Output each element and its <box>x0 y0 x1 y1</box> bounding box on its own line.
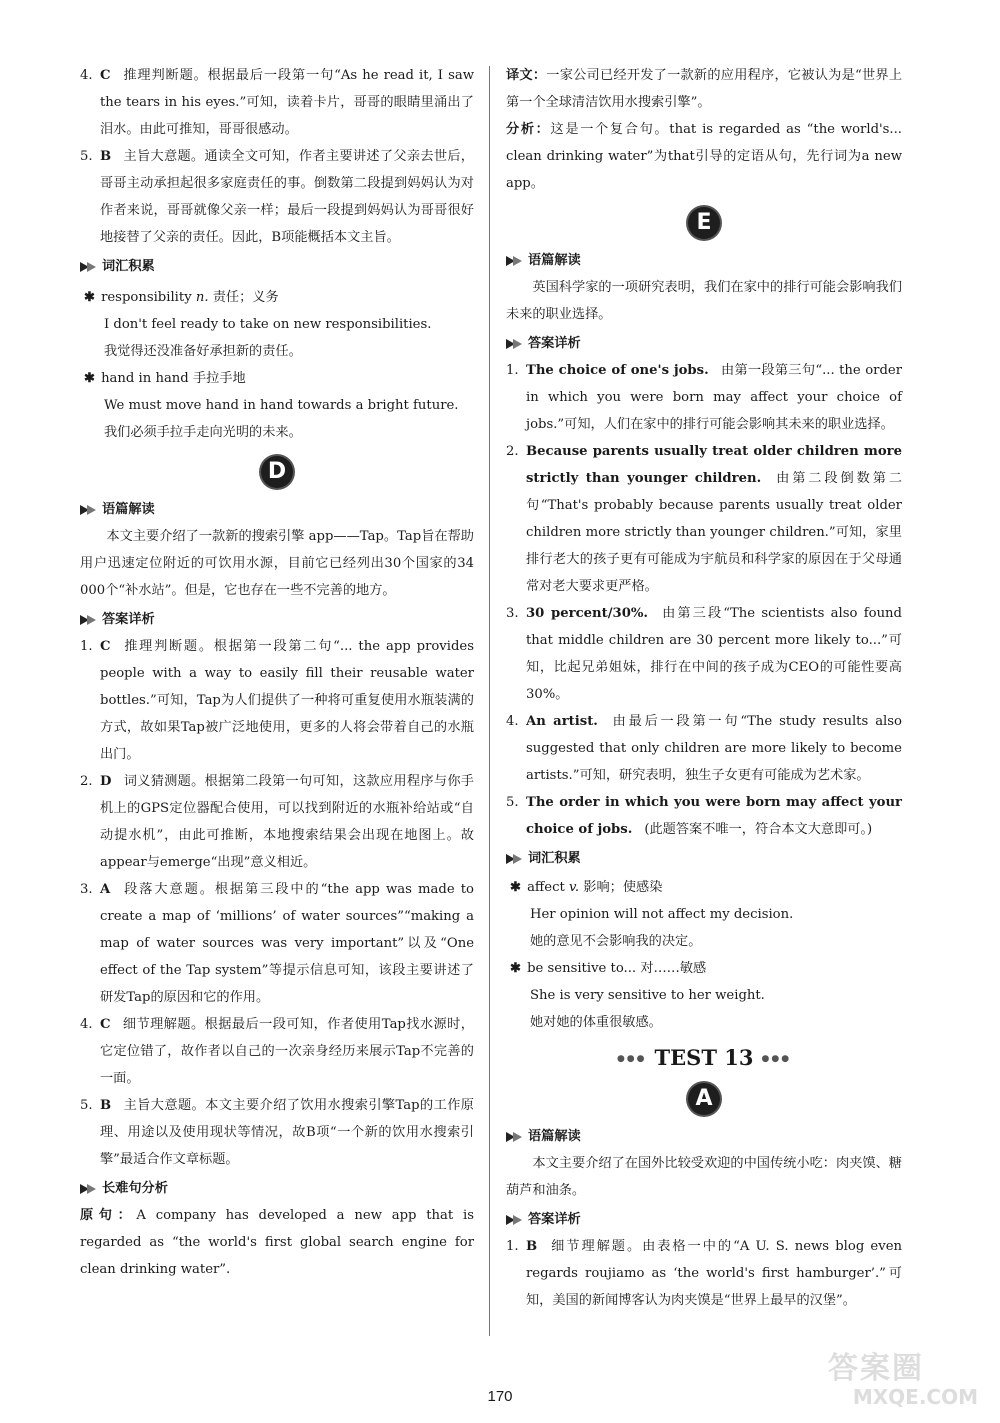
watermark-logo <box>828 1352 978 1410</box>
vocab-list <box>506 874 902 1036</box>
answer-item <box>80 62 474 143</box>
answer-item: 1. The choice of one's jobs. 由第一段第三句“... the order in which you were born may affect your choice of jobs.”可知，人们在家中的排行可能会影响其未来的职业选择。 <box>506 363 903 432</box>
answer-item: 4. An artist. 由最后一段第一句“The study results also suggested that only children are more likely to become artists.”可知，研究表明，独生子女更有可能成为艺术家。 <box>506 714 902 783</box>
example-chinese: 我觉得还没准备好承担新的责任。 <box>104 344 302 359</box>
long-sentence-heading: 长难句分析 <box>80 1175 474 1202</box>
left-column <box>80 62 474 1283</box>
vocab-entry: ✱ affect v. 影响；使感染 <box>510 880 663 895</box>
example-chinese: 她对她的体重很敏感。 <box>530 1015 662 1030</box>
asterisk-icon: ✱ <box>84 371 96 386</box>
e-answer-list <box>506 357 902 843</box>
answer-item: 2. Because parents usually treat older children more strictly than younger children. 由第二段倒数第二句“That's probably because parents usually treat older children more strictly than younger children.”可知，家里排行老大的孩子更有可能成为宇航员和科学家的原因在于父母通常对老大要求更严格。 <box>506 444 902 594</box>
answer-item: 5. B 主旨大意题。本文主要介绍了饮用水搜索引擎Tap的工作原理、用途以及使用现状等情况，故B项“一个新的饮用水搜索引擎”最适合作文章标题。 <box>80 1098 474 1167</box>
example-english: I don't feel ready to take on new responsibilities. <box>104 317 432 332</box>
answer-item <box>80 143 474 251</box>
item-number: 4. <box>80 68 93 83</box>
right-column <box>506 62 902 1314</box>
vocab-heading: 词汇积累 <box>506 845 902 872</box>
answer-letter: B <box>100 149 112 164</box>
watermark-text: 答案圈 <box>828 1351 924 1386</box>
reading-heading: 语篇解读 <box>506 247 902 274</box>
reading-heading: 语篇解读 <box>506 1123 902 1150</box>
arrow-icon <box>513 1132 522 1142</box>
answer-item: 3. A 段落大意题。根据第三段中的“the app was made to create a map of ‘millions’ of water sources”“making a map of water sources was very important”以及“One effect of the Tap system”等提示信息可知，该段主要讲述了研发Tap的原因和它的作用。 <box>80 882 474 1005</box>
answers-heading: 答案详析 <box>506 330 902 357</box>
asterisk-icon: ✱ <box>510 961 522 976</box>
analysis: 分析：这是一个复合句。that is regarded as “the world's... clean drinking water”为that引导的定语从句，先行词为a new app。 <box>506 122 902 191</box>
arrow-icon <box>513 1215 522 1225</box>
dots-decoration: ●●● <box>616 1054 647 1064</box>
reading-heading: 语篇解读 <box>80 496 474 523</box>
arrow-icon <box>513 854 522 864</box>
reading-summary: 本文主要介绍了一款新的搜索引擎 app——Tap。Tap旨在帮助用户迅速定位附近的可饮用水源，目前它已经列出30个国家的34 000个“补水站”。但是，它也存在一些不完善的地方。 <box>80 529 474 598</box>
dots-decoration: ●●● <box>761 1054 792 1064</box>
answer-item: 4. C 细节理解题。根据最后一段可知，作者使用Tap找水源时，它定位错了，故作者以自己的一次亲身经历来展示Tap不完善的一面。 <box>80 1017 474 1086</box>
answers-heading: 答案详析 <box>80 606 474 633</box>
answer-item: 5. The order in which you were born may affect your choice of jobs. (此题答案不唯一，符合本文大意即可。) <box>506 795 902 837</box>
answer-item: 1. C 推理判断题。根据第一段第二句“... the app provides people with a way to easily fill their reusable water bottles.”可知，Tap为人们提供了一种将可重复使用水瓶装满的方式，故如果Tap被广泛地使用，更多的人将会带着自己的水瓶出门。 <box>80 639 474 762</box>
arrow-icon <box>513 339 522 349</box>
answer-item: 1. B 细节理解题。由表格一中的“A U. S. news blog even regards roujiamo as ‘the world's first hamburger’.”可知，美国的新闻博客认为肉夹馍是“世界上最早的汉堡”。 <box>506 1239 902 1308</box>
vocab-entry: ✱ responsibility n. 责任；义务 <box>84 290 279 305</box>
answer-letter: C <box>100 68 111 83</box>
arrow-icon <box>513 256 522 266</box>
answer-explanation: 主旨大意题。通读全文可知，作者主要讲述了父亲去世后，哥哥主动承担起很多家庭责任的事。倒数第二段提到妈妈认为对作者来说，哥哥就像父亲一样；最后一段提到妈妈认为哥哥很好地接替了父亲的责任。因此，B项能概括本文主旨。 <box>100 149 474 245</box>
example-english: Her opinion will not affect my decision. <box>530 907 794 922</box>
example-chinese: 她的意见不会影响我的决定。 <box>530 934 702 949</box>
answer-item: 3. 30 percent/30%. 由第三段“The scientists also found that middle children are 30 percent more likely to...”可知，比起兄弟姐妹，排行在中间的孩子成为CEO的可能性要高30%。 <box>506 606 902 702</box>
item-number: 5. <box>80 149 93 164</box>
translation: 译文：一家公司已经开发了一款新的应用程序，它被认为是“世界上第一个全球清洁饮用水搜索引擎”。 <box>506 68 903 110</box>
d-answer-list <box>80 633 474 1173</box>
asterisk-icon: ✱ <box>510 880 522 895</box>
original-sentence: 原句：A company has developed a new app that is regarded as “the world's first global search engine for clean drinking water”. <box>80 1208 474 1277</box>
example-chinese: 我们必须手拉手走向光明的未来。 <box>104 425 302 440</box>
test-title: ●●● TEST 13 ●●● <box>616 1045 792 1070</box>
passage-a-badge: A <box>688 1083 720 1115</box>
arrow-icon <box>87 615 96 625</box>
c-answer-list <box>80 62 474 251</box>
answer-explanation: 推理判断题。根据最后一段第一句“As he read it, I saw the tears in his eyes.”可知，读着卡片，哥哥的眼睛里涌出了泪水。由此可推知，哥哥很感动。 <box>100 68 474 137</box>
answer-item: 2. D 词义猜测题。根据第二段第一句可知，这款应用程序与你手机上的GPS定位器配合使用，可以找到附近的水瓶补给站或“自动提水机”，由此可推断，本地搜索结果会出现在地图上。故appear与emerge“出现”意义相近。 <box>80 774 474 870</box>
example-english: She is very sensitive to her weight. <box>530 988 765 1003</box>
arrow-icon <box>87 505 96 515</box>
reading-summary: 英国科学家的一项研究表明，我们在家中的排行可能会影响我们未来的职业选择。 <box>506 280 902 322</box>
vocab-heading: 词汇积累 <box>80 253 474 280</box>
passage-d-badge: D <box>261 456 293 488</box>
answers-heading: 答案详析 <box>506 1206 902 1233</box>
vocab-entry: ✱ be sensitive to... 对……敏感 <box>510 961 707 976</box>
example-english: We must move hand in hand towards a bright future. <box>104 398 459 413</box>
asterisk-icon: ✱ <box>84 290 96 305</box>
page-number: 170 <box>487 1388 513 1405</box>
vocab-entry: ✱ hand in hand 手拉手地 <box>84 371 246 386</box>
passage-e-badge: E <box>688 207 720 239</box>
column-divider <box>489 66 490 1336</box>
arrow-icon <box>87 1184 96 1194</box>
reading-summary: 本文主要介绍了在国外比较受欢迎的中国传统小吃：肉夹馍、糖葫芦和油条。 <box>506 1156 902 1198</box>
watermark-url: MXQE.COM <box>852 1385 978 1409</box>
vocab-list <box>80 284 474 446</box>
arrow-icon <box>87 262 96 272</box>
